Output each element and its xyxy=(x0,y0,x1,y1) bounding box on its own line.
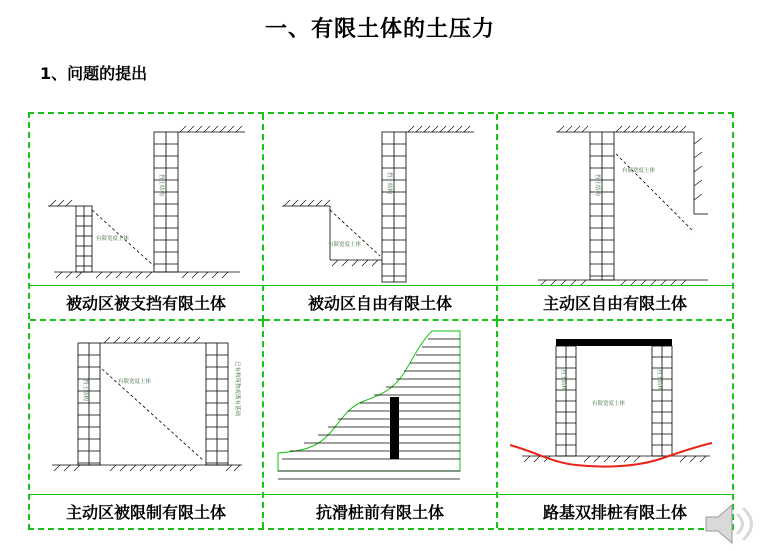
figure-grid xyxy=(28,112,734,530)
figure-6-left-wall-label: 挡土结构 xyxy=(560,369,566,392)
figure-3-soil-label: 有限宽度土体 xyxy=(622,168,656,174)
figure-1-drawing xyxy=(30,114,262,285)
figure-4-caption: 主动区被限制有限土体 xyxy=(30,494,262,528)
figure-cell-2 xyxy=(264,114,498,321)
figure-cell-1 xyxy=(30,114,264,321)
figure-1-wall-label: 挡土结构 xyxy=(158,174,164,197)
speaker-icon[interactable] xyxy=(700,499,756,549)
figure-4-drawing xyxy=(30,321,262,494)
figure-4-left-wall-label: 挡土结构 xyxy=(82,379,88,402)
figure-3-drawing xyxy=(498,114,732,285)
figure-3-wall-label: 挡土结构 xyxy=(594,174,600,197)
figure-6-soil-label: 有限宽度土体 xyxy=(592,401,626,407)
figure-cell-6 xyxy=(498,321,732,528)
figure-6-red-annotation xyxy=(510,443,712,467)
figure-6-drawing xyxy=(498,321,732,494)
figure-cell-5 xyxy=(264,321,498,528)
figure-5-drawing xyxy=(264,321,496,494)
figure-4-right-structure-label: 已有构筑物或既有基础 xyxy=(234,361,240,417)
figure-2-wall-label: 挡土结构 xyxy=(386,172,392,195)
figure-4-soil-label: 有限宽度土体 xyxy=(118,379,152,385)
figure-3-caption: 主动区自由有限土体 xyxy=(498,285,732,319)
figure-2-caption: 被动区自由有限土体 xyxy=(264,285,496,319)
figure-1-caption: 被动区被支挡有限土体 xyxy=(30,285,262,319)
figure-2-soil-label: 有限宽度土体 xyxy=(328,242,362,248)
figure-cell-3 xyxy=(498,114,732,321)
figure-6-caption: 路基双排桩有限土体 xyxy=(498,494,732,528)
page-subtitle: 1、问题的提出 xyxy=(40,64,148,83)
figure-2-drawing xyxy=(264,114,496,285)
figure-5-caption: 抗滑桩前有限土体 xyxy=(264,494,496,528)
figure-cell-4 xyxy=(30,321,264,528)
figure-6-right-wall-label: 挡土结构 xyxy=(656,369,662,392)
page-title: 一、有限土体的土压力 xyxy=(264,17,495,42)
figure-1-soil-label: 有限宽度土体 xyxy=(96,236,130,242)
figure-5-pile xyxy=(390,397,399,459)
